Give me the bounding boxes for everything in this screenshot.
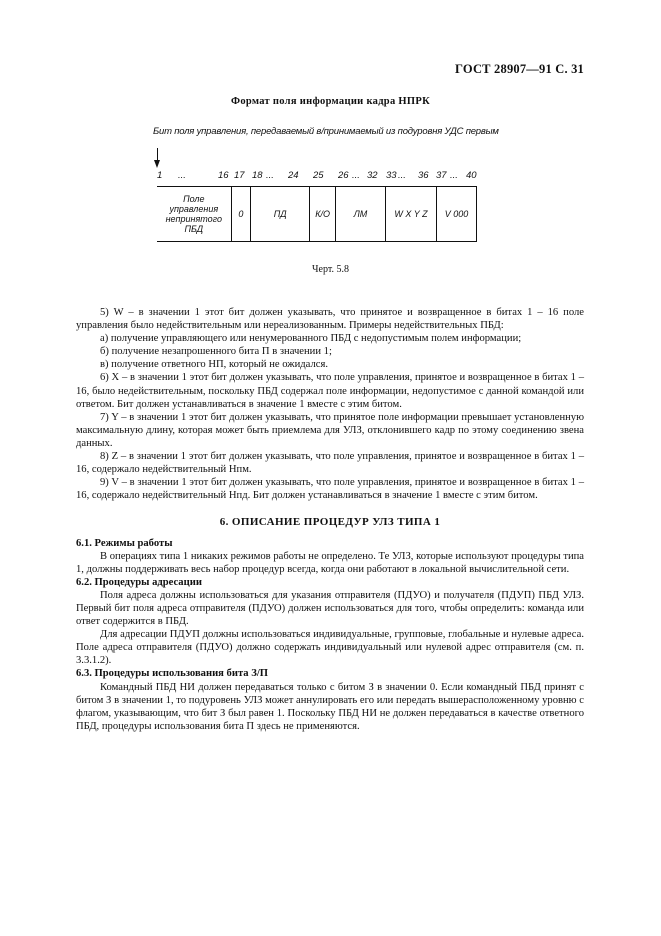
paragraph-8: 8) Z – в значении 1 этот бит должен указывать, что поле управления, принятое и возвращенное в битах 1 – 16, содержало недействительный Нпм. — [76, 451, 584, 476]
bit-label: ... — [398, 170, 406, 181]
subsection-heading-6-3: 6.3. Процедуры использования бита З/П — [76, 668, 269, 680]
bit-label: 17 — [234, 170, 245, 181]
bit-label: ... — [352, 170, 360, 181]
bit-label: 1 — [157, 170, 163, 181]
arrow-head-icon — [154, 160, 160, 168]
bit-label: ... — [450, 170, 458, 181]
paragraph-9: 9) V – в значении 1 этот бит должен указывать, что поле управления, принятое и возвращенное в битах 1 – 16, содержало недействительный Нпд. Бит должен устанавливаться в значение 1 вместе с этим битом. — [76, 477, 584, 502]
bit-label: 25 — [313, 170, 324, 181]
subsection-heading-6-1: 6.1. Режимы работы — [76, 537, 173, 549]
list-item-b: б) получение незапрошенного бита П в значении 1; — [100, 346, 332, 358]
list-item-v: в) получение ответного НП, который не ожидался. — [100, 359, 328, 371]
page-header: ГОСТ 28907—91 С. 31 — [455, 62, 584, 76]
figure-caption: Черт. 5.8 — [312, 264, 349, 275]
paragraph-6-1: В операциях типа 1 никаких режимов работы не определено. Те УЛЗ, которые используют процедуры типа 1, должны поддерживать весь набор процедур всегда, когда они работают в локальной вычислительной сети. — [76, 550, 584, 575]
bit-label: 16 — [218, 170, 229, 181]
paragraph-6-2b: Для адресации ПДУП должны использоваться индивидуальные, групповые, глобальные и нулевые адреса. Поле адреса отправителя (ПДУО) должно содержать индивидуальный или нулевой адрес отправителя (см. п. 3.3.1.2). — [76, 629, 584, 667]
bit-label: ... — [266, 170, 274, 181]
zero-bit-cell: 0 — [231, 187, 250, 242]
paragraph-5: 5) W – в значении 1 этот бит должен указывать, что принятое и возвращенное в битах 1 – 16 поле управления было недействительным или нереализованным. Примеры недействительных ПБД: — [76, 307, 584, 332]
bit-label: ... — [178, 170, 186, 181]
paragraph-6: 6) X – в значении 1 этот бит должен указывать, что поле управления, принятое и возвращенное в битах 1 – 16, было недействительным, поскольку ПБД содержал поле информации, недопустимое с данной командой или ответом. Бит должен устанавливаться в значение 1 вместе с этим битом. — [76, 372, 584, 410]
control-field-cell: Поле управления непринятого ПБД — [157, 187, 231, 242]
bit-label: 32 — [367, 170, 378, 181]
bit-label: 33 — [386, 170, 397, 181]
figure-note: Бит поля управления, передаваемый в/принимаемый из подуровня УДС первым — [153, 126, 499, 137]
bit-label: 37 — [436, 170, 447, 181]
paragraph-6-3: Командный ПБД НИ должен передаваться только с битом З в значении 0. Если командный ПБД принят с битом З в значении 1, то подуровень УЛЗ может аннулировать его или передать вышерасположенному уровню с флагом, указывающим, что бит З был равен 1. Поскольку ПБД НИ не должен передаваться в качестве ответного ПБД, процедуры использования бита П здесь не применяются. — [76, 681, 584, 732]
bit-label: 18 — [252, 170, 263, 181]
frame-format-table — [157, 186, 477, 242]
v000-cell: V 000 — [437, 187, 477, 242]
bit-label: 24 — [288, 170, 299, 181]
bit-label: 26 — [338, 170, 349, 181]
bit-number-row — [0, 170, 661, 184]
bit-label: 36 — [418, 170, 429, 181]
paragraph-6-2a: Поля адреса должны использоваться для указания отправителя (ПДУО) и получателя (ПДУП) ПБД УЛЗ. Первый бит поля адреса отправителя (ПДУО) должен использоваться для того, чтобы определить: команда или ответ содержится в ПБД. — [76, 589, 584, 628]
paragraph-7: 7) Y – в значении 1 этот бит должен указывать, что принятое поле информации превышает установленную максимальную длину, которая может быть приемлема для УЛЗ, отклонившего кадр по этому соединению звена данных. — [76, 411, 584, 449]
section-heading: 6. ОПИСАНИЕ ПРОЦЕДУР УЛЗ ТИПА 1 — [219, 516, 441, 529]
ko-cell: К/О — [310, 187, 336, 242]
subsection-heading-6-2: 6.2. Процедуры адресации — [76, 576, 202, 588]
bit-label: 40 — [466, 170, 477, 181]
wxyz-cell: W X Y Z — [385, 187, 436, 242]
figure-title: Формат поля информации кадра НПРК — [231, 96, 430, 107]
body-text — [76, 306, 584, 733]
list-item-a: а) получение управляющего или ненумерованного ПБД с недопустимым полем информации; — [100, 333, 522, 345]
pd-cell: ПД — [251, 187, 310, 242]
lm-cell: ЛМ — [335, 187, 385, 242]
